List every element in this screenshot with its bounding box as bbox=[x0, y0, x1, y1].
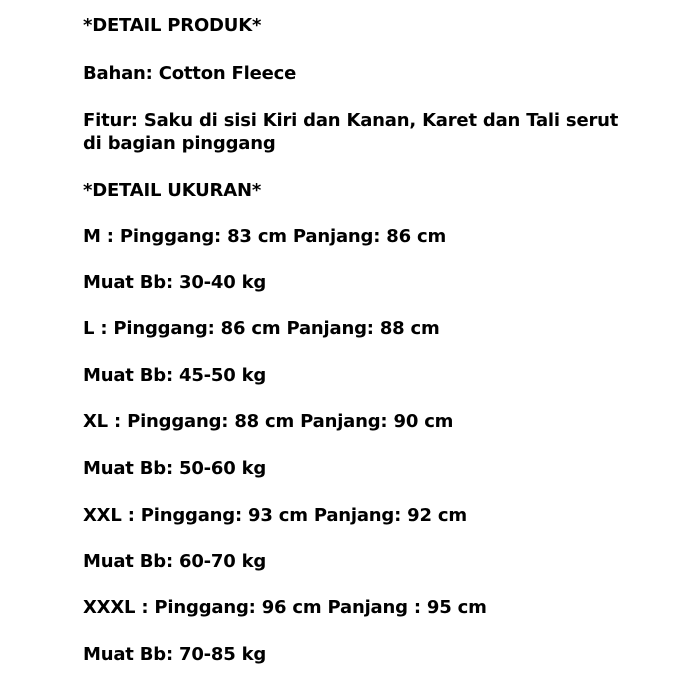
size-xl-dimensions: XL : Pinggang: 88 cm Panjang: 90 cm bbox=[83, 411, 454, 432]
size-xxl-weight: Muat Bb: 60-70 kg bbox=[83, 551, 267, 572]
size-m-weight: Muat Bb: 30-40 kg bbox=[83, 272, 267, 293]
size-l-weight: Muat Bb: 45-50 kg bbox=[83, 365, 267, 386]
product-detail-heading: *DETAIL PRODUK* bbox=[83, 15, 262, 36]
size-xxl-dimensions: XXL : Pinggang: 93 cm Panjang: 92 cm bbox=[83, 505, 467, 526]
features-text: Fitur: Saku di sisi Kiri dan Kanan, Karet dan Tali serut di bagian pinggang bbox=[83, 110, 619, 154]
material-text: Bahan: Cotton Fleece bbox=[83, 63, 297, 84]
size-m-dimensions: M : Pinggang: 83 cm Panjang: 86 cm bbox=[83, 226, 446, 247]
size-l-dimensions: L : Pinggang: 86 cm Panjang: 88 cm bbox=[83, 318, 440, 339]
size-xxxl-dimensions: XXXL : Pinggang: 96 cm Panjang : 95 cm bbox=[83, 597, 487, 618]
size-xl-weight: Muat Bb: 50-60 kg bbox=[83, 458, 267, 479]
size-xxxl-weight: Muat Bb: 70-85 kg bbox=[83, 644, 267, 665]
size-detail-heading: *DETAIL UKURAN* bbox=[83, 180, 262, 201]
